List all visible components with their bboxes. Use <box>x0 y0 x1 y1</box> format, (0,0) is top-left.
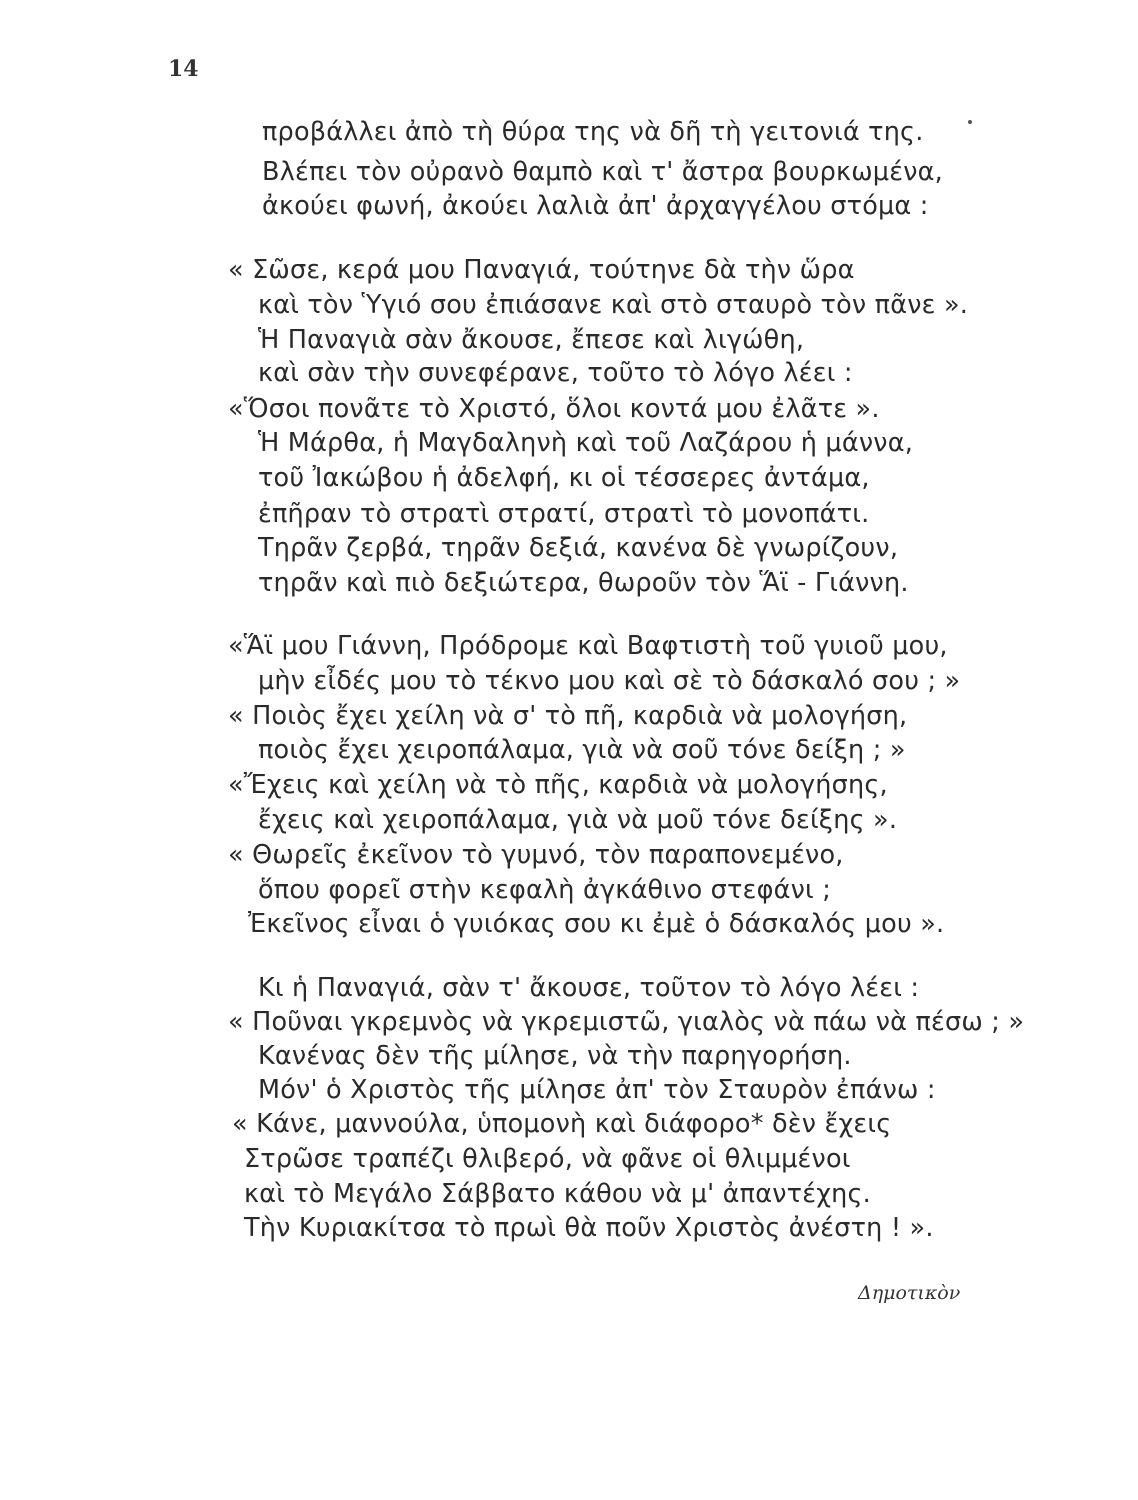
poem-line: Βλέπει τὸν οὐρανὸ θαμπὸ καὶ τ' ἄστρα βουρκωμένα, <box>262 157 943 187</box>
poem-line: καὶ τὸν Ὑγιό σου ἐπιάσανε καὶ στὸ σταυρὸ τὸν πᾶνε ». <box>258 290 969 320</box>
poem-line: προβάλλει ἀπὸ τὴ θύρα της νὰ δῆ τὴ γειτονιά της. <box>262 117 924 147</box>
poem-line: Κι ἡ Παναγιά, σὰν τ' ἄκουσε, τοῦτον τὸ λόγο λέει : <box>258 973 920 1003</box>
poem-line: « Σῶσε, κερά μου Παναγιά, τούτηνε δὰ τὴν ὥρα <box>228 255 855 285</box>
poem-line: μὴν εἶδές μου τὸ τέκνο μου καὶ σὲ τὸ δάσκαλό σου ; » <box>258 666 961 696</box>
page-number: 14 <box>168 56 199 82</box>
ink-speck <box>968 120 972 124</box>
poem-line: ἀκούει φωνή, ἀκούει λαλιὰ ἀπ' ἀρχαγγέλου στόμα : <box>262 191 929 221</box>
poem-line: « Θωρεῖς ἐκεῖνον τὸ γυμνό, τὸν παραπονεμένο, <box>228 840 844 870</box>
poem-line: Μόν' ὁ Χριστὸς τῆς μίλησε ἀπ' τὸν Σταυρὸν ἐπάνω : <box>258 1075 936 1105</box>
poem-line: τοῦ Ἰακώβου ἡ ἀδελφή, κι οἱ τέσσερες ἀντάμα, <box>258 463 870 493</box>
poem-line: «Ἅϊ μου Γιάννη, Πρόδρομε καὶ Βαφτιστὴ τοῦ γυιοῦ μου, <box>228 631 948 661</box>
poem-line: ἐπῆραν τὸ στρατὶ στρατί, στρατὶ τὸ μονοπάτι. <box>258 499 870 529</box>
poem-line: Τὴν Κυριακίτσα τὸ πρωὶ θὰ ποῦν Χριστὸς ἀνέστη ! ». <box>244 1213 934 1243</box>
poem-line: τηρᾶν καὶ πιὸ δεξιώτερα, θωροῦν τὸν Ἅϊ - Γιάννη. <box>258 568 909 598</box>
poem-line: ἔχεις καὶ χειροπάλαμα, γιὰ νὰ μοῦ τόνε δείξης ». <box>258 805 898 835</box>
poem-line: « Κάνε, μαννούλα, ὑπομονὴ καὶ διάφορο* δὲν ἔχεις <box>232 1109 892 1139</box>
poem-line: Κανένας δὲν τῆς μίλησε, νὰ τὴν παρηγορήση. <box>258 1041 852 1071</box>
poem-line: ποιὸς ἔχει χειροπάλαμα, γιὰ νὰ σοῦ τόνε δείξη ; » <box>258 735 906 765</box>
poem-line: « Ποῦναι γκρεμνὸς νὰ γκρεμιστῶ, γιαλὸς νὰ πάω νὰ πέσω ; » <box>228 1007 1025 1037</box>
poem-line: « Ποιὸς ἔχει χείλη νὰ σ' τὸ πῆ, καρδιὰ νὰ μολογήση, <box>228 701 908 731</box>
poem-line: ὅπου φορεῖ στὴν κεφαλὴ ἀγκάθινο στεφάνι ; <box>258 875 831 905</box>
poem-line: καὶ σὰν τὴν συνεφέρανε, τοῦτο τὸ λόγο λέει : <box>258 358 853 388</box>
poem-line: Στρῶσε τραπέζι θλιβερό, νὰ φᾶνε οἱ θλιμμένοι <box>244 1144 851 1174</box>
poem-line: Ἐκεῖνος εἶναι ὁ γυιόκας σου κι ἐμὲ ὁ δάσκαλός μου ». <box>248 909 945 939</box>
poem-line: Ἡ Παναγιὰ σὰν ἄκουσε, ἔπεσε καὶ λιγώθη, <box>258 325 805 355</box>
signature: Δημοτικὸν <box>858 1282 961 1304</box>
poem-line: Τηρᾶν ζερβά, τηρᾶν δεξιά, κανένα δὲ γνωρίζουν, <box>258 533 899 563</box>
poem-line: Ἡ Μάρθα, ἡ Μαγδαληνὴ καὶ τοῦ Λαζάρου ἡ μάννα, <box>258 428 914 458</box>
poem-line: καὶ τὸ Μεγάλο Σάββατο κάθου νὰ μ' ἀπαντέχης. <box>244 1179 871 1209</box>
poem-line: «Ὅσοι πονᾶτε τὸ Χριστό, ὅλοι κοντά μου ἐλᾶτε ». <box>228 394 880 424</box>
poem-line: «Ἔχεις καὶ χείλη νὰ τὸ πῆς, καρδιὰ νὰ μολογήσης, <box>228 770 888 800</box>
